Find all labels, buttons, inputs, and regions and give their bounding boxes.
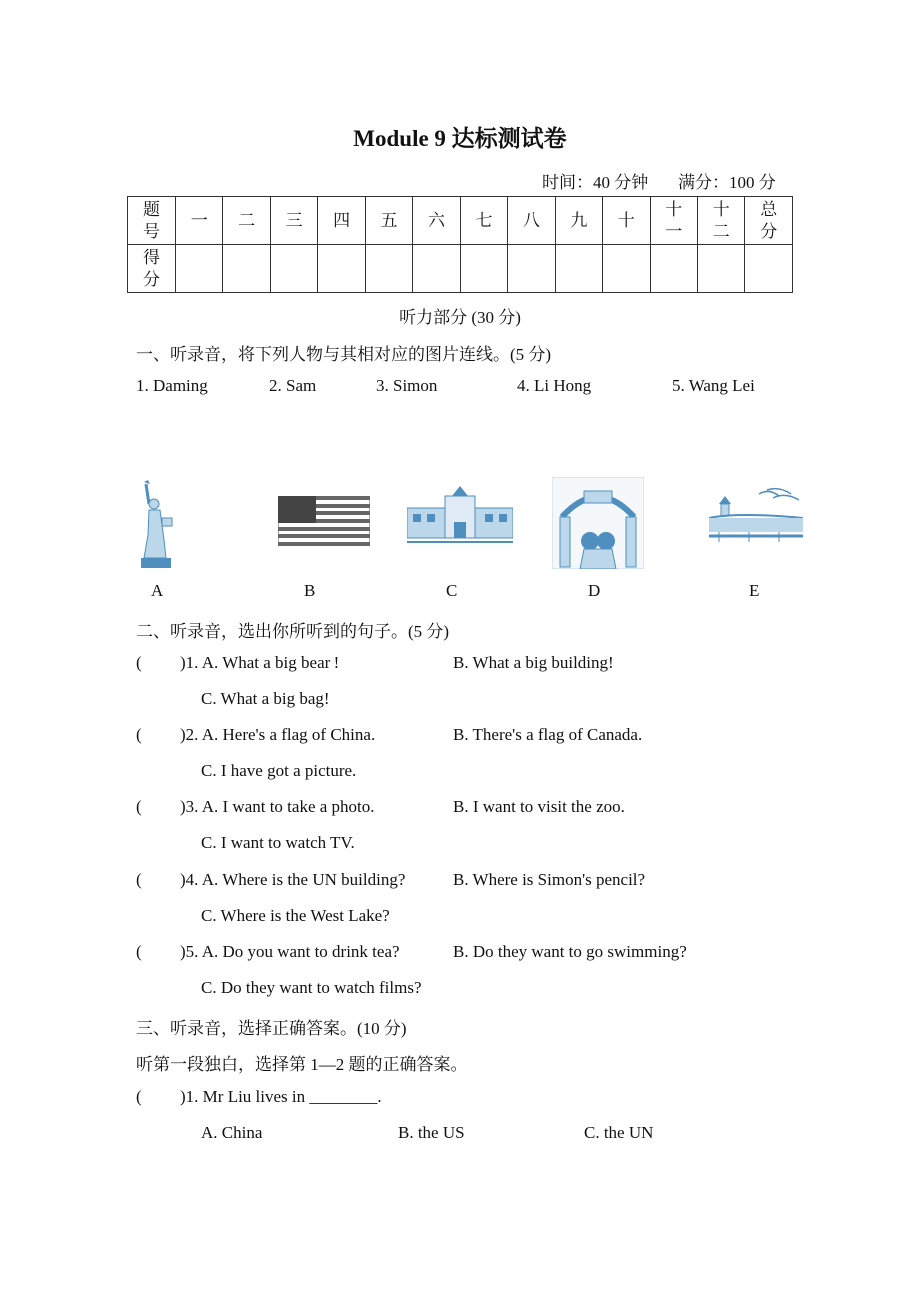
header-cell: 一 xyxy=(176,197,223,245)
header-cell: 五 xyxy=(365,197,412,245)
person-name: 1. Daming xyxy=(136,376,208,395)
header-cell: 八 xyxy=(508,197,555,245)
score-label-cell: 得 分 xyxy=(128,245,176,293)
section-3-heading: 三、听录音，选择正确答案。(10 分) xyxy=(136,1019,407,1038)
header-cell: 九 xyxy=(555,197,602,245)
header-cell: 二 xyxy=(223,197,270,245)
question-option-c: C. Where is the West Lake? xyxy=(201,906,390,925)
picture-letter: C xyxy=(446,581,458,600)
question-option-b: B. the US xyxy=(398,1123,465,1142)
header-cell: 七 xyxy=(460,197,507,245)
score-cell xyxy=(745,245,793,293)
score-cell xyxy=(555,245,602,293)
question-option-c: C. the UN xyxy=(584,1123,654,1142)
section-3-subheading: 听第一段独白，选择第 1—2 题的正确答案。 xyxy=(136,1055,468,1074)
score-cell xyxy=(176,245,223,293)
us-flag-picture xyxy=(278,496,370,546)
question-option-b: B. Do they want to go swimming? xyxy=(453,942,687,961)
answer-paren-open: ( xyxy=(136,725,142,744)
question-option-a: )4. A. Where is the UN building? xyxy=(180,870,406,889)
score-cell xyxy=(697,245,744,293)
question-option-a: )2. A. Here's a flag of China. xyxy=(180,725,376,744)
score-cell xyxy=(270,245,317,293)
answer-paren-open: ( xyxy=(136,942,142,961)
question-option-b: B. What a big building! xyxy=(453,653,614,672)
question-option-b: B. There's a flag of Canada. xyxy=(453,725,643,744)
building-picture xyxy=(407,486,513,546)
header-cell-total: 总 分 xyxy=(745,197,793,245)
header-cell: 十 一 xyxy=(650,197,697,245)
header-cell: 六 xyxy=(413,197,460,245)
person-name: 2. Sam xyxy=(269,376,317,395)
header-cell: 三 xyxy=(270,197,317,245)
answer-paren-open: ( xyxy=(136,1087,142,1106)
picture-letter: B xyxy=(304,581,316,600)
score-cell xyxy=(650,245,697,293)
answer-paren-open: ( xyxy=(136,797,142,816)
picture-letter: E xyxy=(749,581,760,600)
statue-of-liberty-picture xyxy=(136,480,182,570)
score-table-header-row xyxy=(128,197,793,245)
header-label-cell: 题 号 xyxy=(128,197,176,245)
person-name: 5. Wang Lei xyxy=(672,376,755,395)
question-option-c: C. Do they want to watch films? xyxy=(201,978,422,997)
west-lake-picture xyxy=(709,486,803,548)
person-name: 3. Simon xyxy=(376,376,438,395)
score-cell xyxy=(365,245,412,293)
score-cell xyxy=(413,245,460,293)
picture-letter: D xyxy=(588,581,601,600)
question-option-c: C. I want to watch TV. xyxy=(201,833,355,852)
question-stem: )1. Mr Liu lives in ________. xyxy=(180,1087,382,1106)
question-option-c: C. What a big bag! xyxy=(201,689,330,708)
header-cell: 十 二 xyxy=(697,197,744,245)
question-option-a: )1. A. What a big bear ! xyxy=(180,653,340,672)
score-cell xyxy=(603,245,650,293)
score-cell xyxy=(318,245,365,293)
question-option-a: )3. A. I want to take a photo. xyxy=(180,797,375,816)
listening-header: 听力部分 (30 分) xyxy=(399,308,521,327)
answer-paren-open: ( xyxy=(136,653,142,672)
question-option-a: )5. A. Do you want to drink tea? xyxy=(180,942,400,961)
time-info: 时间：40 分钟 xyxy=(542,173,649,192)
header-cell: 十 xyxy=(603,197,650,245)
score-table-score-row xyxy=(128,245,793,293)
question-option-b: B. I want to visit the zoo. xyxy=(453,797,625,816)
question-option-b: B. Where is Simon's pencil? xyxy=(453,870,646,889)
picture-letter: A xyxy=(151,581,164,600)
full-score-info: 满分：100 分 xyxy=(678,173,776,192)
score-cell xyxy=(508,245,555,293)
page-title: Module 9 达标测试卷 xyxy=(353,126,567,151)
score-cell xyxy=(223,245,270,293)
score-cell xyxy=(460,245,507,293)
answer-paren-open: ( xyxy=(136,870,142,889)
question-option-c: C. I have got a picture. xyxy=(201,761,357,780)
zoo-picture xyxy=(552,477,644,569)
question-option-a: A. China xyxy=(201,1123,263,1142)
section-2-heading: 二、听录音，选出你所听到的句子。(5 分) xyxy=(136,622,450,641)
header-cell: 四 xyxy=(318,197,365,245)
section-1-heading: 一、听录音，将下列人物与其相对应的图片连线。(5 分) xyxy=(136,345,552,364)
score-table xyxy=(127,196,793,293)
person-name: 4. Li Hong xyxy=(517,376,592,395)
